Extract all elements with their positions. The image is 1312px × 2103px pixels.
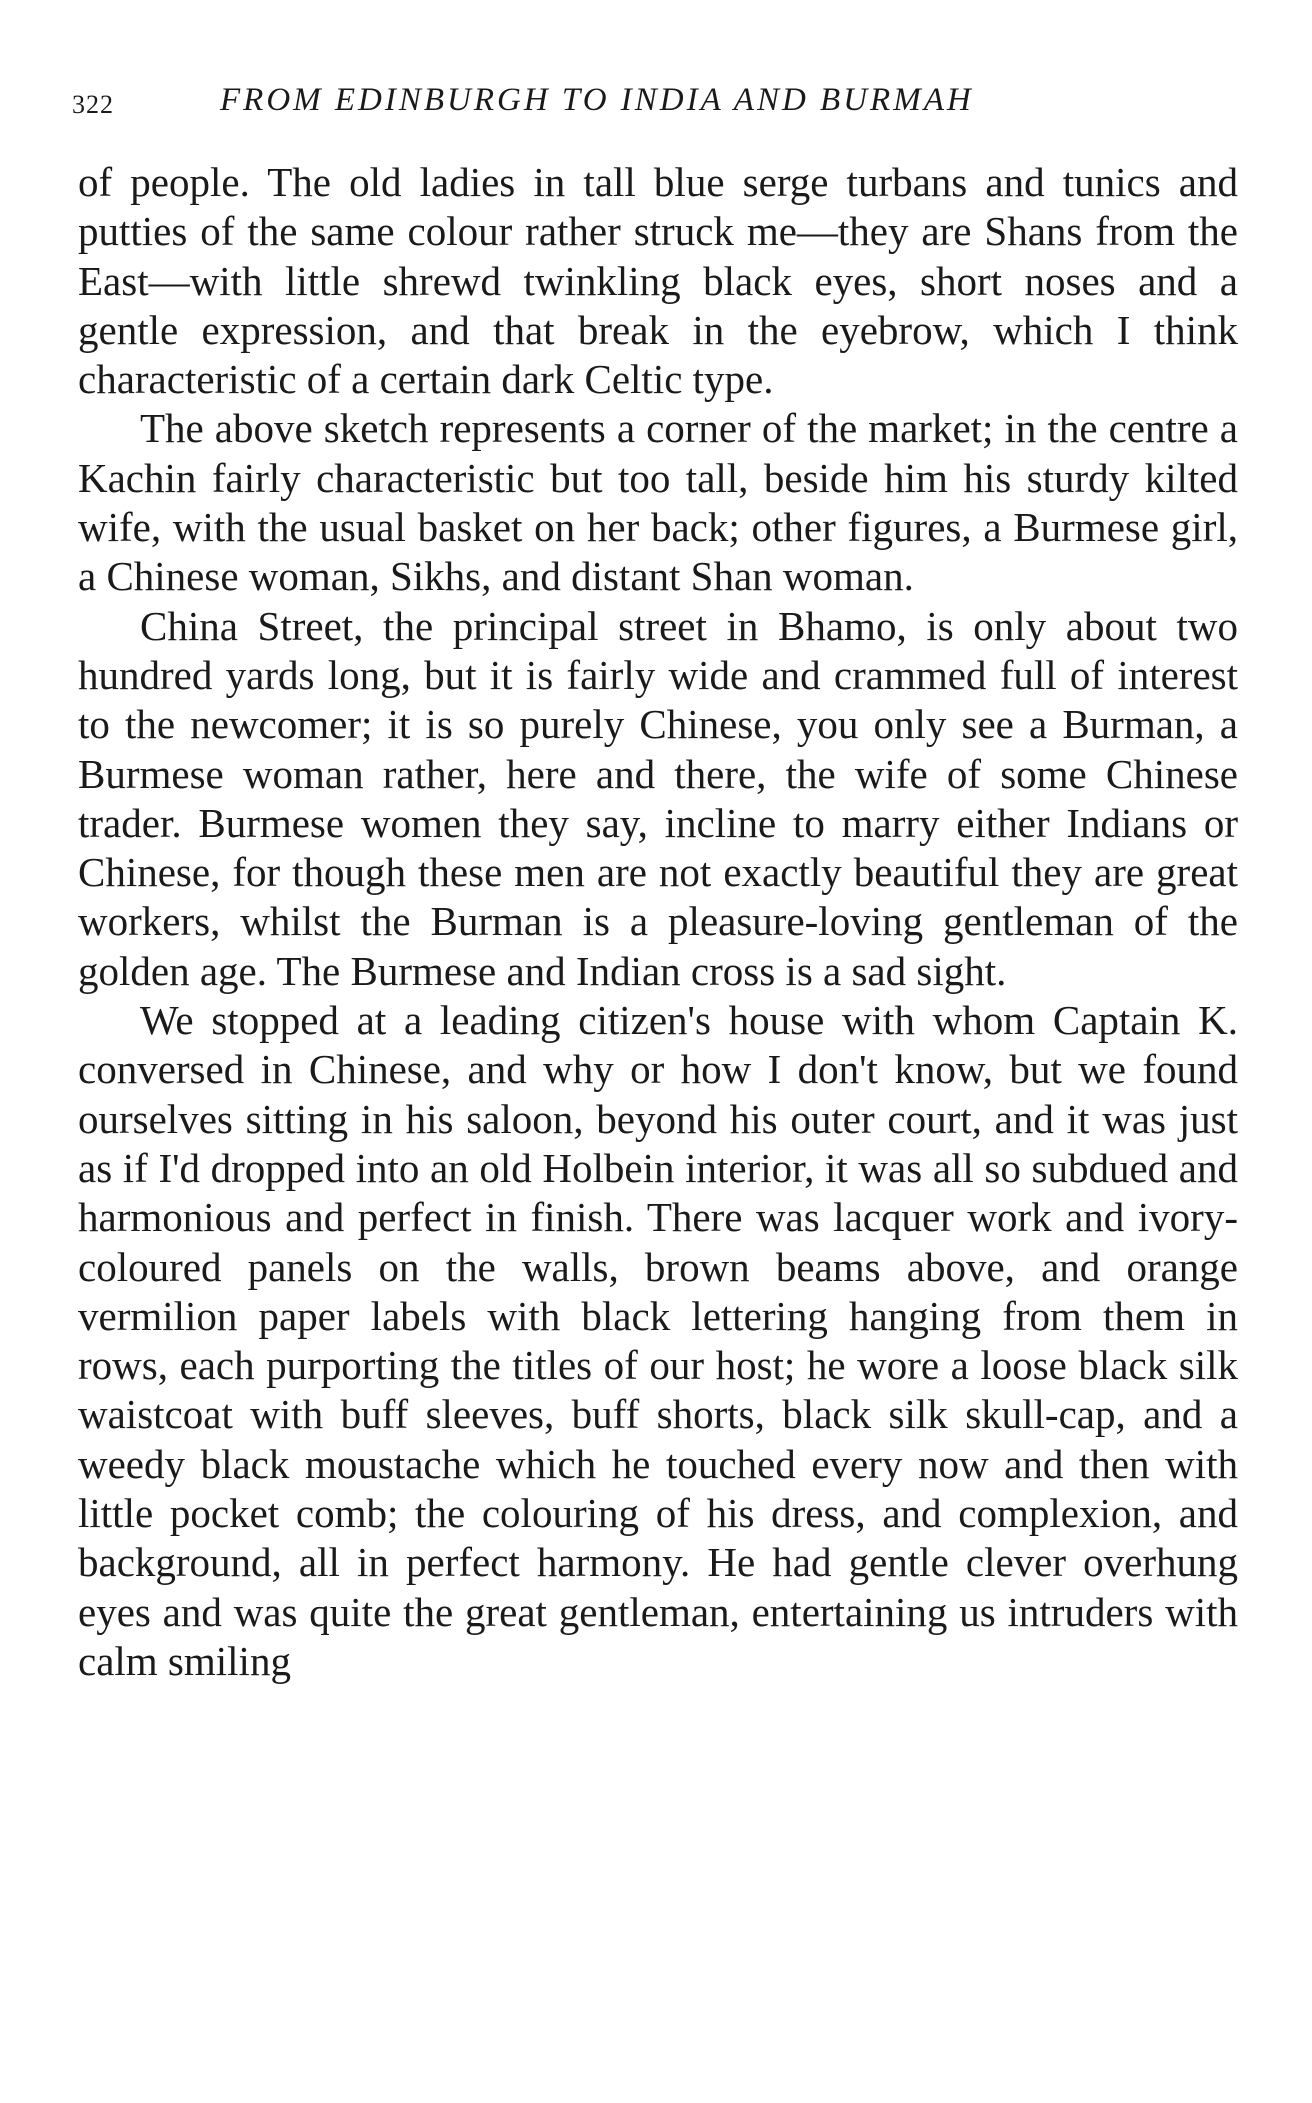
paragraph-china-street: China Street, the principal street in Bhamo, is only about two hundred yards long, but it is fairly wide and crammed full of interest to the newcomer; it is so purely Chinese, you only see a Burman, a Burmese woman rather, here and there, the wife of some Chinese trader. Burmese women they say, incline to marry either Indians or Chinese, for though these men are not exactly beautiful they are great workers, whilst the Burman is a pleasure-loving gentleman of the golden age. The Burmese and Indian cross is a sad sight. <box>78 602 1238 994</box>
body-text <box>78 158 1238 1686</box>
paragraph-market-sketch: The above sketch represents a corner of the market; in the centre a Kachin fairly characteristic but too tall, beside him his sturdy kilted wife, with the usual basket on her back; other figures, a Burmese girl, a Chinese woman, Sikhs, and distant Shan woman. <box>78 405 1238 600</box>
paragraph-continued: of people. The old ladies in tall blue serge turbans and tunics and putties of the same colour rather struck me—they are Shans from the East—with little shrewd twinkling black eyes, short noses and a gentle expression, and that break in the eyebrow, which I think characteristic of a certain dark Celtic type. <box>78 159 1238 403</box>
running-title: FROM EDINBURGH TO INDIA AND BURMAH <box>220 82 974 118</box>
page-header <box>72 82 1252 132</box>
paragraph-citizens-house: We stopped at a leading citizen's house with whom Captain K. conversed in Chinese, and why or how I don't know, but we found ourselves sitting in his saloon, beyond his outer court, and it was just as if I'd dropped into an old Holbein interior, it was all so subdued and harmonious and perfect in finish. There was lacquer work and ivory-coloured panels on the walls, brown beams above, and orange vermilion paper labels with black lettering hanging from them in rows, each purporting the titles of our host; he wore a loose black silk waistcoat with buff sleeves, buff shorts, black silk skull-cap, and a weedy black moustache which he touched every now and then with little pocket comb; the colouring of his dress, and complexion, and background, all in perfect harmony. He had gentle clever overhung eyes and was quite the great gentleman, entertaining us intruders with calm smiling <box>78 997 1238 1684</box>
page-number: 322 <box>72 90 114 119</box>
